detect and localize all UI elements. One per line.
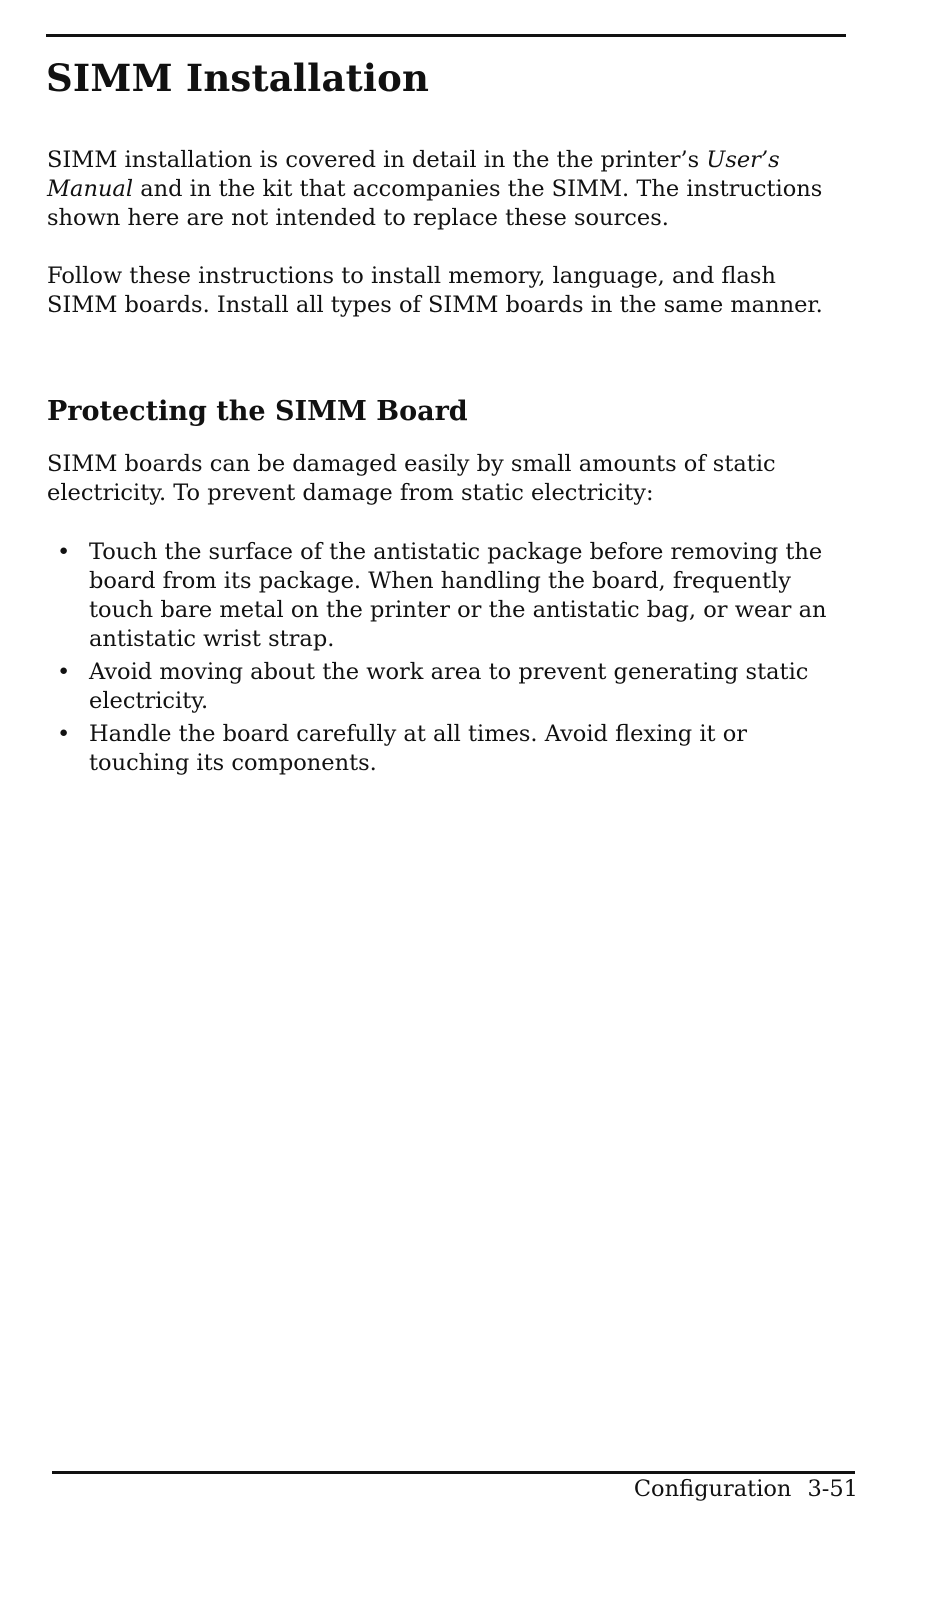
intro-paragraph [47, 146, 847, 233]
precautions-list [47, 538, 847, 782]
bullet-icon: • [57, 721, 71, 747]
intro-text-end: and in the kit that accompanies the SIMM. The instructions shown here are not intended to replace these sources. [47, 176, 823, 231]
bullet-icon: • [57, 659, 71, 685]
chapter-name: Configuration [633, 1476, 792, 1502]
list-item [47, 720, 847, 778]
list-item [47, 538, 847, 654]
list-item-text: Handle the board carefully at all times. Avoid flexing it or touching its components. [89, 721, 748, 776]
users-manual-reference: User’s Manual [47, 147, 780, 202]
intro-text-start: SIMM installation is covered in detail in the the printer’s [47, 147, 707, 173]
section-lead-paragraph: SIMM boards can be damaged easily by small amounts of static electricity. To prevent damage from static electricity: [47, 451, 776, 506]
page-title: SIMM Installation [46, 56, 430, 100]
list-item [47, 658, 847, 716]
page-footer [634, 1476, 858, 1502]
instructions-paragraph: Follow these instructions to install memory, language, and flash SIMM boards. Install all types of SIMM boards in the same manner. [47, 263, 823, 318]
page-number: 3-51 [807, 1476, 858, 1502]
footer-rule [52, 1471, 855, 1474]
bullet-icon: • [57, 539, 71, 565]
list-item-text: Touch the surface of the antistatic package before removing the board from its package. When handling the board, frequently touch bare metal on the printer or the antistatic bag, or wear an antistatic wrist strap. [89, 539, 827, 652]
header-rule [46, 34, 846, 37]
section-heading: Protecting the SIMM Board [47, 396, 468, 427]
list-item-text: Avoid moving about the work area to prevent generating static electricity. [89, 659, 809, 714]
